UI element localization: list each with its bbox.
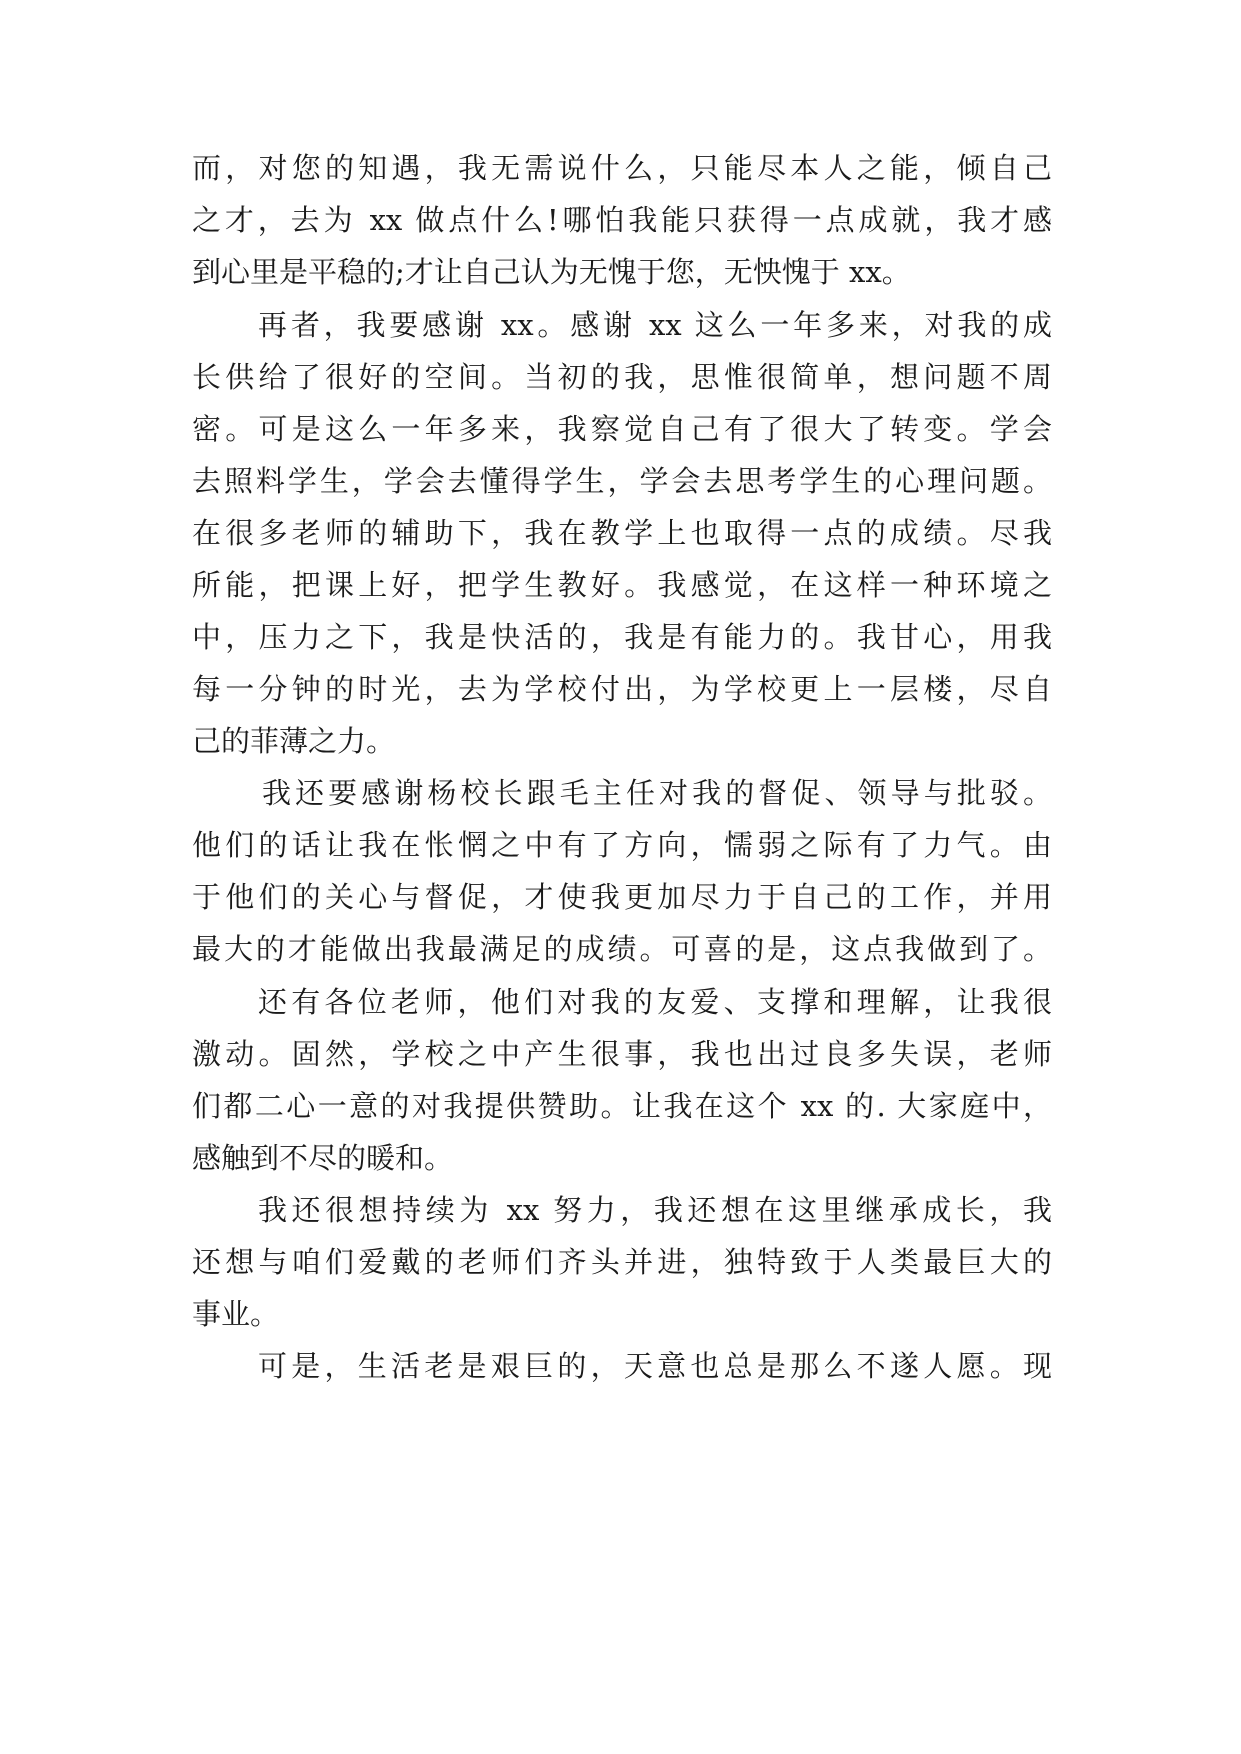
text-line: 还想与咱们爱戴的老师们齐头并进，独特致于人类最巨大的 [192,1245,1052,1279]
paragraph-first-line: 可是，生活老是艰巨的，天意也总是那么不遂人愿。现 [258,1349,1052,1383]
text-line: 而，对您的知遇，我无需说什么，只能尽本人之能，倾自己 [192,151,1052,185]
text-line: 长供给了很好的空间。当初的我，思惟很简单，想问题不周 [192,360,1052,394]
text-line: 到心里是平稳的;才让自己认为无愧于您，无怏愧于 xx。 [192,255,911,289]
text-line: 激动。固然，学校之中产生很事，我也出过良多失误，老师 [192,1037,1052,1071]
text-line: 他们的话让我在怅惘之中有了方向，懦弱之际有了力气。由 [192,828,1052,862]
text-line: 所能，把课上好，把学生教好。我感觉，在这样一种环境之 [192,568,1052,602]
text-line: 己的菲薄之力。 [192,724,396,758]
text-line: 最大的才能做出我最满足的成绩。可喜的是，这点我做到了。 [192,932,1052,966]
paragraph-first-line: 我还很想持续为 xx 努力，我还想在这里继承成长，我 [258,1193,1052,1227]
text-line: 之才，去为 xx 做点什么!哪怕我能只获得一点成就，我才感 [192,203,1052,237]
text-line: 中，压力之下，我是快活的，我是有能力的。我甘心，用我 [192,620,1052,654]
text-line: 事业。 [192,1297,280,1331]
text-line: 去照料学生，学会去懂得学生，学会去思考学生的心理问题。 [192,464,1052,498]
text-line: 每一分钟的时光，去为学校付出，为学校更上一层楼，尽自 [192,672,1052,706]
paragraph-first-line: 还有各位老师，他们对我的友爱、支撑和理解，让我很 [258,985,1052,1019]
text-line: 感触到不尽的暖和。 [192,1141,454,1175]
text-line: 于他们的关心与督促，才使我更加尽力于自己的工作，并用 [192,880,1052,914]
paragraph-first-line: 再者，我要感谢 xx。感谢 xx 这么一年多来，对我的成 [258,308,1052,342]
text-line: 密。可是这么一年多来，我察觉自己有了很大了转变。学会 [192,412,1052,446]
text-line: 在很多老师的辅助下，我在教学上也取得一点的成绩。尽我 [192,516,1052,550]
paragraph-first-line: 我还要感谢杨校长跟毛主任对我的督促、领导与批驳。 [262,776,1052,810]
text-line: 们都二心一意的对我提供赞助。让我在这个 xx 的. 大家庭中， [192,1089,1052,1123]
